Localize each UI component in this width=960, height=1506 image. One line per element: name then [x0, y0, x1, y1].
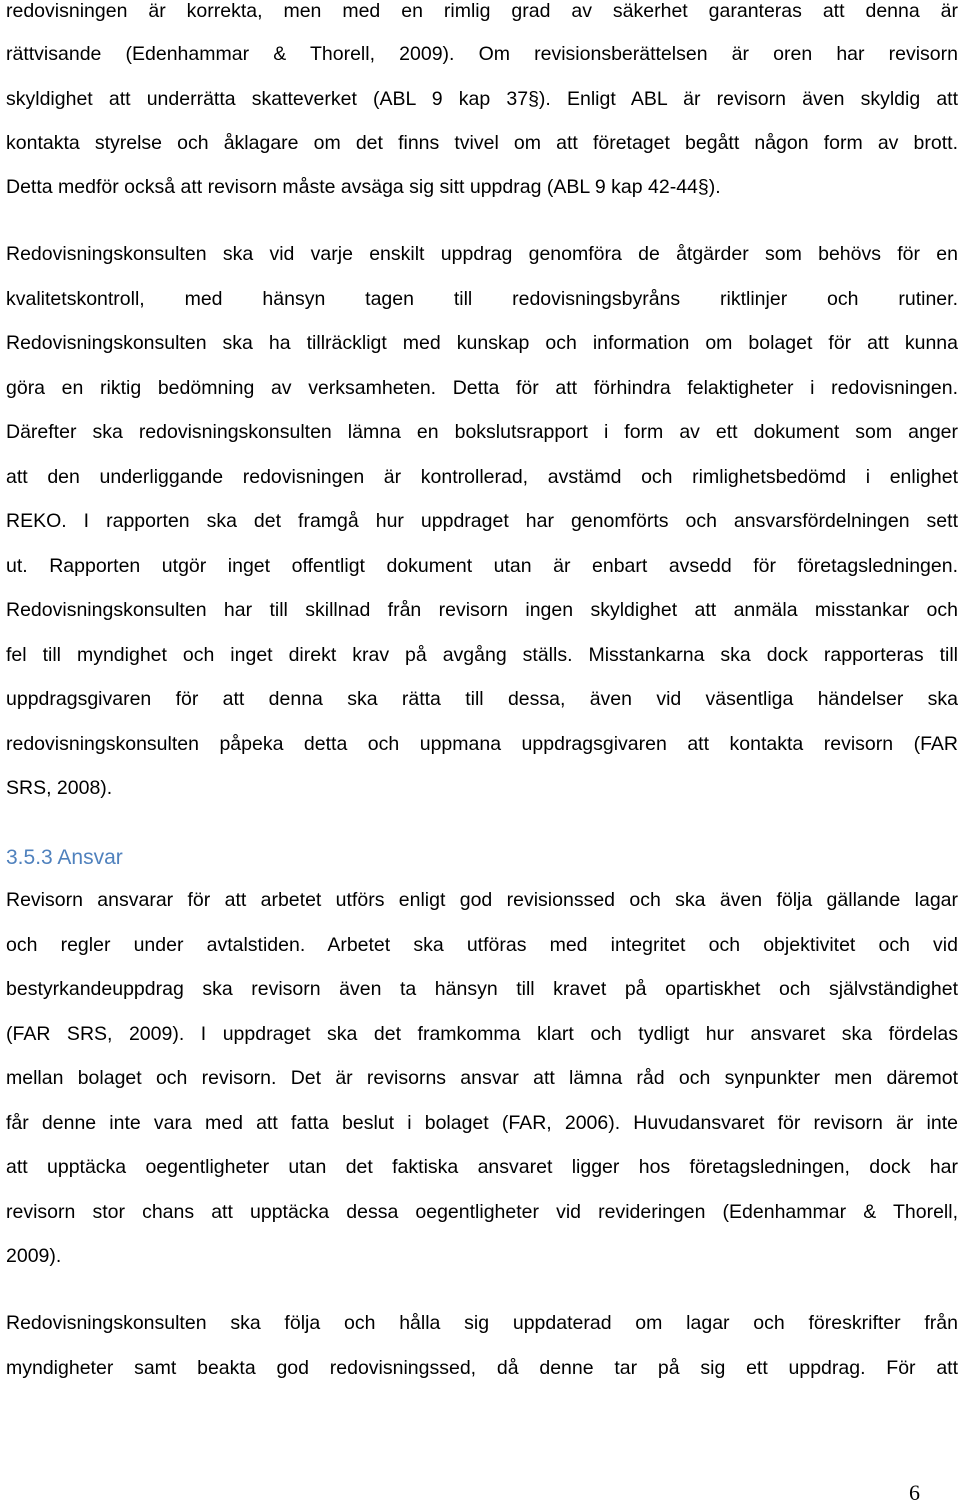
page-number: 6 [909, 1480, 920, 1505]
text-line: Redovisningskonsulten ska följa och hålla sig uppdaterad om lagar och föreskrifter från [6, 1312, 958, 1334]
text-line: att den underliggande redovisningen är kontrollerad, avstämd och rimlighetsbedömd i enlighet [6, 466, 958, 488]
text-line: kontakta styrelse och åklagare om det finns tvivel om att företaget begått någon form av brott. [6, 132, 958, 154]
text-line: skyldighet att underrätta skatteverket (ABL 9 kap 37§). Enligt ABL är revisorn även skyldig att [6, 88, 958, 110]
text-line: Redovisningskonsulten har till skillnad från revisorn ingen skyldighet att anmäla misstankar och [6, 599, 958, 621]
text-line: SRS, 2008). [6, 777, 113, 799]
text-line: REKO. I rapporten ska det framgå hur uppdraget har genomförts och ansvarsfördelningen sett [6, 510, 958, 532]
text-line: mellan bolaget och revisorn. Det är revisorns ansvar att lämna råd och synpunkter men däremot [6, 1067, 958, 1089]
text-line: fel till myndighet och inget direkt krav på avgång ställs. Misstankarna ska dock rapporteras till [6, 644, 958, 666]
text-line: Redovisningskonsulten ska vid varje enskilt uppdrag genomföra de åtgärder som behövs för en [6, 243, 958, 265]
text-line: redovisningen är korrekta, men med en rimlig grad av säkerhet garanteras att denna är [6, 0, 958, 22]
text-line: kvalitetskontroll, med hänsyn tagen till redovisningsbyråns riktlinjer och rutiner. [6, 288, 958, 310]
text-line: bestyrkandeuppdrag ska revisorn även ta hänsyn till kravet på opartiskhet och självständighet [6, 978, 958, 1000]
text-line: Redovisningskonsulten ska ha tillräckligt med kunskap och information om bolaget för att kunna [6, 332, 958, 354]
section-heading: 3.5.3 Ansvar [6, 846, 123, 869]
text-line: myndigheter samt beakta god redovisningssed, då denne tar på sig ett uppdrag. För att [6, 1357, 958, 1379]
text-line: att upptäcka oegentligheter utan det faktiska ansvaret ligger hos företagsledningen, dock har [6, 1156, 958, 1178]
text-line: uppdragsgivaren för att denna ska rätta till dessa, även vid väsentliga händelser ska [6, 688, 958, 710]
text-line: rättvisande (Edenhammar & Thorell, 2009). Om revisionsberättelsen är oren har revisorn [6, 43, 958, 65]
text-line: och regler under avtalstiden. Arbetet ska utföras med integritet och objektivitet och vid [6, 934, 958, 956]
text-line: göra en riktig bedömning av verksamheten. Detta för att förhindra felaktigheter i redovisningen. [6, 377, 958, 399]
text-line: revisorn stor chans att upptäcka dessa oegentligheter vid revideringen (Edenhammar & Thorell, [6, 1201, 958, 1223]
text-line: Revisorn ansvarar för att arbetet utförs enligt god revisionssed och ska även följa gällande lagar [6, 889, 958, 911]
text-line: Därefter ska redovisningskonsulten lämna en bokslutsrapport i form av ett dokument som anger [6, 421, 958, 443]
text-line: ut. Rapporten utgör inget offentligt dokument utan är enbart avsedd för företagsledningen. [6, 555, 958, 577]
text-line: (FAR SRS, 2009). I uppdraget ska det framkomma klart och tydligt hur ansvaret ska fördelas [6, 1023, 958, 1045]
text-line: redovisningskonsulten påpeka detta och uppmana uppdragsgivaren att kontakta revisorn (FAR [6, 733, 958, 755]
text-line: Detta medför också att revisorn måste avsäga sig sitt uppdrag (ABL 9 kap 42-44§). [6, 176, 721, 198]
text-line: får denne inte vara med att fatta beslut i bolaget (FAR, 2006). Huvudansvaret för revisorn är inte [6, 1112, 958, 1134]
text-line: 2009). [6, 1245, 62, 1267]
